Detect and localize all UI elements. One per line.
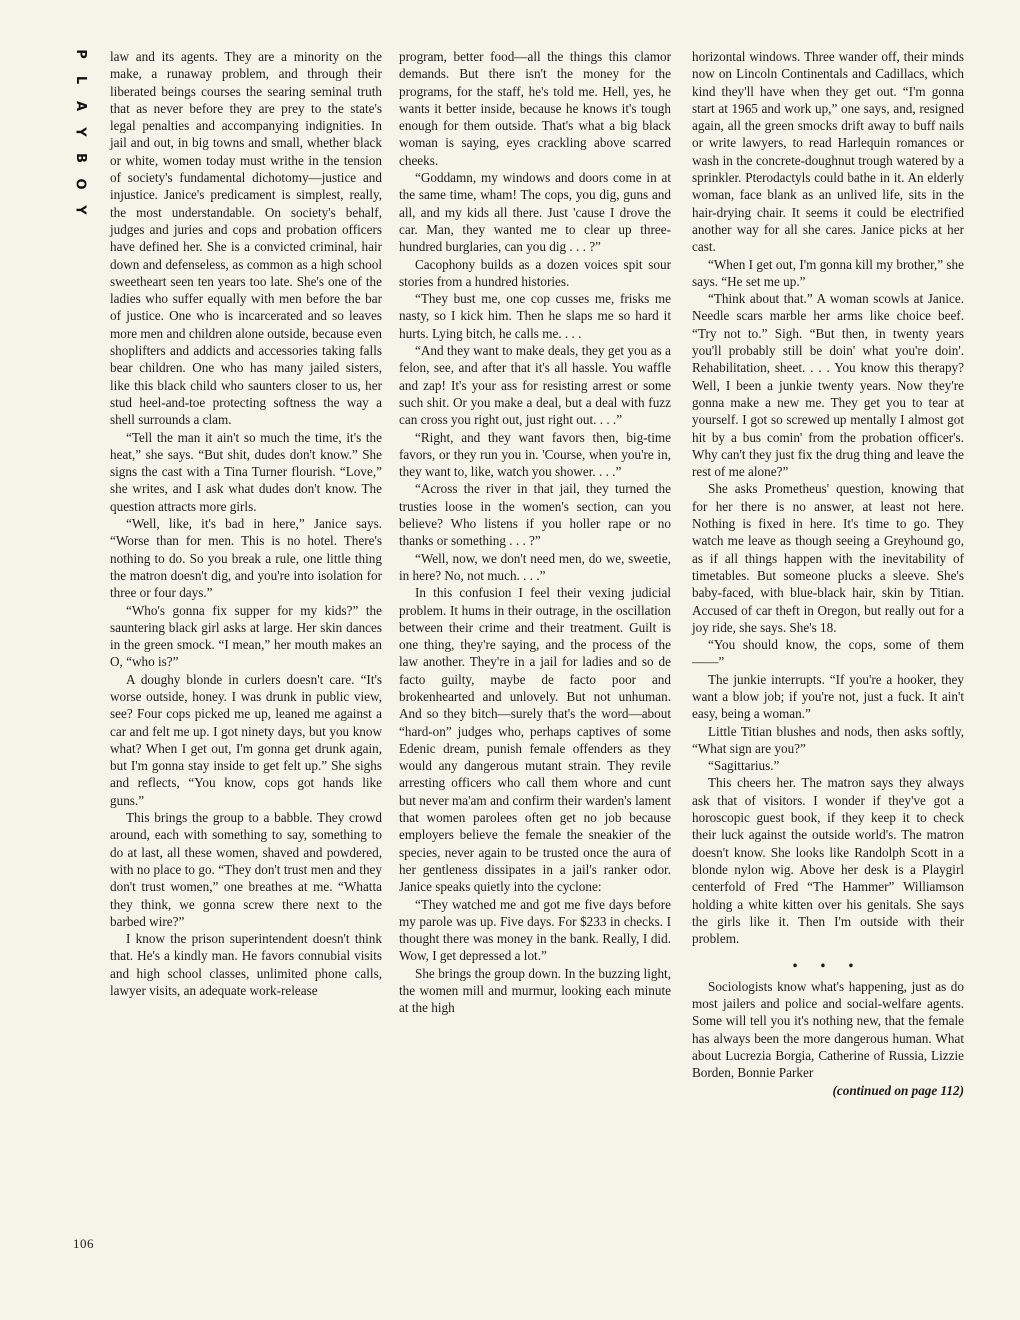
paragraph: “They bust me, one cop cusses me, frisks me nasty, so I kick him. Then he slaps me so hard it hurts. Lying bitch, he calls me. . . .: [399, 291, 671, 341]
paragraph: This brings the group to a babble. They crowd around, each with something to say, something to do at last, all these women, shaved and powdered, with no place to go. “They don't trust men and they don't trust women,” one breathes at me. “Whatta they think, we gonna screw there next to the barbed wire?”: [110, 810, 382, 929]
paragraph: “Who's gonna fix supper for my kids?” the sauntering black girl asks at large. Her skin dances in the green smock. “I mean,” her mouth makes an O, “who is?”: [110, 602, 382, 670]
paragraph: “When I get out, I'm gonna kill my brother,” she says. “He set me up.”: [692, 256, 964, 289]
continued-note: (continued on page 112): [832, 1082, 964, 1098]
masthead-letter: Y: [72, 127, 88, 137]
masthead-letter: B: [72, 153, 88, 163]
paragraph: Little Titian blushes and nods, then asks softly, “What sign are you?”: [692, 723, 964, 756]
paragraph: “And they want to make deals, they get you as a felon, see, and after that it's all hassle. You waffle and zap! It's your ass for resisting arrest or some such shit. Or you make a deal, but a deal with fuzz can cross you right out, just right out. . . .”: [399, 343, 671, 428]
paragraph: law and its agents. They are a minority on the make, a runaway problem, and through their liberated beings courses the searing seminal truth that as never before they are prey to the state's legal penalties and accompanying indignities. In jail and out, in big towns and small, whether black or white, women today must writhe in the tension of society's fundamental dichotomy—justice and injustice. Janice's predicament is simplest, really, the most understandable. On society's behalf, judges and juries and cops and probation officers have defined her. She is a convicted criminal, hair down and defenseless, as common as a high school sweetheart seen ten years too late. She's one of the ladies who suffer equally with men before the bar of justice. One who is incarcerated and so leaves more men and children alone outside, because even shoplifters and addicts and accessories taking falls bear children. One who has many jailed sisters, like this black child who saunters closer to us, her stud heel-and-toe protecting softness the way a shell surrounds a clam.: [110, 49, 382, 428]
paragraph: program, better food—all the things this clamor demands. But there isn't the money for the programs, for the staff, he's told me. Hell, yes, he wants it better inside, because he knows it's tough enough for them outside. That's what a big black woman is saying, eyes crackling above scarred cheeks.: [399, 49, 671, 168]
paragraph: “Goddamn, my windows and doors come in at the same time, wham! The cops, you dig, guns and all, and my kids all there. Just 'cause I drove the car. Man, they wanted me to clear up three-hundred burglaries, can you dig . . . ?”: [399, 170, 671, 255]
magazine-masthead: [66, 44, 94, 215]
paragraph: She brings the group down. In the buzzing light, the women mill and murmur, looking each minute at the high: [399, 965, 671, 1016]
masthead-letter: O: [73, 178, 88, 190]
paragraph: I know the prison superintendent doesn't think that. He's a kindly man. He favors connubial visits and high school classes, unlimited phone calls, lawyer visits, an adequate work-release: [110, 931, 382, 999]
paragraph: horizontal windows. Three wander off, their minds now on Lincoln Continentals and Cadillacs, which kind they'll have when they get out. “I'm gonna start at 1965 and work up,” one says, and, resigned again, all the green smocks drift away to buff nails or write lawyers, to read Harlequin romances or wash in the concrete-doughnut trough watered by a sprinkler. Pterodactyls could bathe in it. An elderly woman, face blank as an unlived life, sits in the hair-drying chair. It seems it could be electrified another way for all she cares. Janice picks at her cast.: [692, 49, 964, 255]
masthead-letter: Y: [72, 205, 88, 215]
paragraph: “Think about that.” A woman scowls at Janice. Needle scars marble her arms like choice beef. “Try not to.” Sigh. “But then, in twenty years you'll probably still be doin' what you're doin'. Rehabilitation, sheet. . . . You know this therapy? Well, I been a junkie twenty years. Now they're gonna make a new me. They get you to tear at yourself. I got so screwed up mentally I almost got hit by a bus comin' from the probation officer's. Why can't they just fix the drug thing and leave the rest of me alone?”: [692, 291, 964, 480]
paragraph: “Sagittarius.”: [708, 758, 780, 774]
section-break: • • •: [792, 958, 864, 974]
paragraph: “Well, like, it's bad in here,” Janice says. “Worse than for men. This is no hotel. There's nothing to do. So you break a rule, one little thing the matron doesn't dig, and you're into isolation for three or four days.”: [110, 516, 382, 601]
paragraph: “Well, now, we don't need men, do we, sweetie, in here? No, not much. . . .”: [399, 550, 671, 583]
paragraph: Sociologists know what's happening, just as do most jailers and police and social-welfare agents. Some will tell you it's nothing new, that the female has always been the more dangerous human. What about Lucrezia Borgia, Catherine of Russia, Lizzie Borden, Bonnie Parker: [692, 978, 964, 1081]
paragraph: A doughy blonde in curlers doesn't care. “It's worse outside, honey. I was drunk in public view, see? Four cops picked me up, leaned me against a car and felt me up. I got ninety days, but you know what? When I get out, I'm gonna get drunk again, but I'm gonna stay inside to get felt up.” She sighs and reflects, “You know, cops got hands like guns.”: [110, 671, 382, 808]
paragraph: “Tell the man it ain't so much the time, it's the heat,” she says. “But shit, dudes don't know.” She signs the cast with a Tina Turner flourish. “Love,” she writes, and I ask what dudes don't know. The question attracts more girls.: [110, 429, 382, 514]
paragraph: “Right, and they want favors then, big-time favors, or they run you in. 'Course, when you're in, they want to, like, watch you shower. . . .”: [399, 429, 671, 480]
paragraph: The junkie interrupts. “If you're a hooker, they want a blow job; if you're not, just a fuck. It ain't easy, being a woman.”: [692, 671, 964, 722]
masthead-letter: L: [72, 75, 88, 85]
text-column-3: [692, 48, 964, 1099]
page-number: 106: [73, 1236, 94, 1251]
paragraph: In this confusion I feel their vexing judicial problem. It hums in their outrage, in the oscillation between their crime and their treatment. Guilt is one thing, they're saying, and the process of the law another. They're in a jail for ladies and so de facto guilty, maybe de facto poor and brokenhearted and unlovely. But not unhuman. And so they bitch—surely that's the word—about “hard-on” judges who, perhaps captives of some Edenic dream, punish female offenders as they would any dangerous mutant strain. They revile arresting officers who call them whore and cunt but never ma'am and confirm their warden's lament that women parolees often get no job because employers believe the female the sneakier of the species, never again to be trusted once the aura of her gentleness dissipates in a jail's ranker odor. Janice speaks quietly into the cyclone:: [399, 585, 671, 895]
paragraph: This cheers her. The matron says they always ask that of visitors. I wonder if they've got a horoscopic guest book, if they keep it to check their luck against the outside world's. The matron doesn't know. She looks like Randolph Scott in a blonde nylon wig. Above her desk is a Playgirl centerfold of Fred “The Hammer” Williamson holding a white kitten over his genitals. She says the girls like it. Then I'm outside with their problem.: [692, 775, 964, 947]
text-column-1: [110, 48, 382, 999]
paragraph: “They watched me and got me five days before my parole was up. Five days. For $233 in checks. I thought there was money in the bank. Really, I did. Wow, I get depressed a lot.”: [399, 896, 671, 964]
paragraph: “You should know, the cops, some of them——”: [692, 637, 964, 670]
text-column-2: [399, 48, 671, 1017]
masthead-letter: P: [73, 49, 88, 59]
masthead-letter: A: [73, 100, 88, 112]
paragraph: “Across the river in that jail, they turned the trusties loose in the women's section, can you believe? Who listens if you holler rape or no thanks or something . . . ?”: [399, 481, 671, 549]
paragraph: She asks Prometheus' question, knowing that for her there is no answer, at least not here. Nothing is fixed in here. It's time to go. They watch me leave as though seeing a Greyhound go, as if all things happen with the inevitability of timetables. But someone plucks a sleeve. She's baby-faced, with blue-black hair, skin by Titian. Accused of car theft in Oregon, but really out for a joy ride, she says. She's 18.: [692, 481, 964, 635]
paragraph: Cacophony builds as a dozen voices spit sour stories from a hundred histories.: [399, 256, 671, 289]
